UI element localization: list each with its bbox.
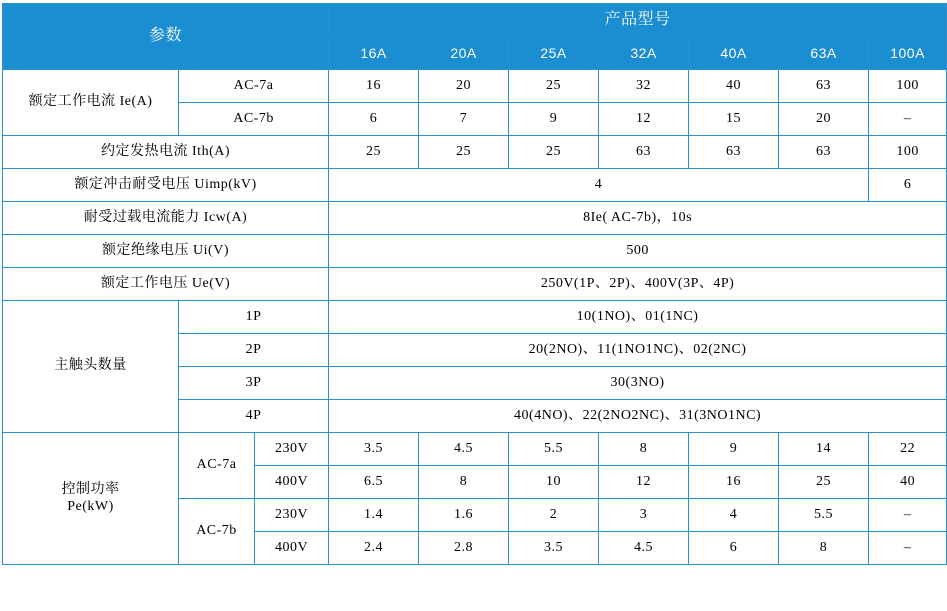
cell-value: 40 bbox=[869, 466, 947, 499]
cell-value: 12 bbox=[599, 103, 689, 136]
control-power-line1: 控制功率 bbox=[61, 482, 120, 498]
table-row bbox=[3, 268, 947, 301]
header-param-label: 参数 bbox=[3, 4, 329, 70]
cell-value: 25 bbox=[329, 136, 419, 169]
table-row bbox=[3, 301, 947, 334]
power-type-ac7b: AC-7b bbox=[179, 499, 255, 565]
cell-value: 4.5 bbox=[419, 433, 509, 466]
row-label-working-voltage: 额定工作电压 Ue(V) bbox=[3, 268, 329, 301]
header-model-label: 产品型号 bbox=[329, 4, 947, 37]
cell-value: 8 bbox=[779, 532, 869, 565]
cell-value: 20(2NO)、11(1NO1NC)、02(2NC) bbox=[329, 334, 947, 367]
header-model-100a: 100A bbox=[869, 37, 947, 70]
power-voltage-230v: 230V bbox=[255, 499, 329, 532]
cell-value: 3.5 bbox=[509, 532, 599, 565]
specification-table bbox=[2, 3, 947, 565]
row-label-overload-capacity: 耐受过载电流能力 Icw(A) bbox=[3, 202, 329, 235]
header-model-16a: 16A bbox=[329, 37, 419, 70]
cell-value: 100 bbox=[869, 136, 947, 169]
cell-value: 6 bbox=[329, 103, 419, 136]
cell-value: 100 bbox=[869, 70, 947, 103]
cell-value: 6 bbox=[689, 532, 779, 565]
cell-value: 32 bbox=[599, 70, 689, 103]
cell-value: 10(1NO)、01(1NC) bbox=[329, 301, 947, 334]
contacts-poles-2p: 2P bbox=[179, 334, 329, 367]
cell-value: 14 bbox=[779, 433, 869, 466]
cell-value: 63 bbox=[689, 136, 779, 169]
contacts-poles-3p: 3P bbox=[179, 367, 329, 400]
cell-value: 4 bbox=[329, 169, 869, 202]
table-row bbox=[3, 136, 947, 169]
cell-value: 7 bbox=[419, 103, 509, 136]
cell-value: 15 bbox=[689, 103, 779, 136]
table-row bbox=[3, 433, 947, 466]
row-sub-ac7b: AC-7b bbox=[179, 103, 329, 136]
row-label-control-power bbox=[3, 433, 179, 565]
cell-value: 20 bbox=[419, 70, 509, 103]
cell-value: 1.6 bbox=[419, 499, 509, 532]
header-model-32a: 32A bbox=[599, 37, 689, 70]
cell-value: 25 bbox=[419, 136, 509, 169]
header-model-63a: 63A bbox=[779, 37, 869, 70]
cell-value: 16 bbox=[329, 70, 419, 103]
cell-value: 8 bbox=[419, 466, 509, 499]
cell-value: 8 bbox=[599, 433, 689, 466]
cell-value: 16 bbox=[689, 466, 779, 499]
cell-value: 40 bbox=[689, 70, 779, 103]
row-label-main-contacts: 主触头数量 bbox=[3, 301, 179, 433]
cell-value: 1.4 bbox=[329, 499, 419, 532]
cell-value: – bbox=[869, 532, 947, 565]
cell-value: 250V(1P、2P)、400V(3P、4P) bbox=[329, 268, 947, 301]
cell-value: 9 bbox=[689, 433, 779, 466]
cell-value: 63 bbox=[599, 136, 689, 169]
cell-value: 6 bbox=[869, 169, 947, 202]
cell-value: – bbox=[869, 499, 947, 532]
cell-value: 9 bbox=[509, 103, 599, 136]
cell-value: 63 bbox=[779, 70, 869, 103]
cell-value: 8Ie( AC-7b)，10s bbox=[329, 202, 947, 235]
cell-value: 2.8 bbox=[419, 532, 509, 565]
cell-value: 63 bbox=[779, 136, 869, 169]
cell-value: 3.5 bbox=[329, 433, 419, 466]
cell-value: 25 bbox=[509, 136, 599, 169]
cell-value: 2 bbox=[509, 499, 599, 532]
cell-value: 20 bbox=[779, 103, 869, 136]
cell-value: 2.4 bbox=[329, 532, 419, 565]
control-power-line2: Pe(kW) bbox=[67, 498, 114, 514]
cell-value: 4 bbox=[689, 499, 779, 532]
header-model-40a: 40A bbox=[689, 37, 779, 70]
table-row bbox=[3, 235, 947, 268]
row-label-rated-current: 额定工作电流 Ie(A) bbox=[3, 70, 179, 136]
power-voltage-230v: 230V bbox=[255, 433, 329, 466]
cell-value: 5.5 bbox=[779, 499, 869, 532]
power-voltage-400v: 400V bbox=[255, 532, 329, 565]
header-model-25a: 25A bbox=[509, 37, 599, 70]
table-header-row bbox=[3, 4, 947, 37]
row-label-insulation-voltage: 额定绝缘电压 Ui(V) bbox=[3, 235, 329, 268]
cell-value: 4.5 bbox=[599, 532, 689, 565]
cell-value: 10 bbox=[509, 466, 599, 499]
row-label-thermal-current: 约定发热电流 Ith(A) bbox=[3, 136, 329, 169]
cell-value: 22 bbox=[869, 433, 947, 466]
contacts-poles-1p: 1P bbox=[179, 301, 329, 334]
power-type-ac7a: AC-7a bbox=[179, 433, 255, 499]
cell-value: 40(4NO)、22(2NO2NC)、31(3NO1NC) bbox=[329, 400, 947, 433]
header-model-20a: 20A bbox=[419, 37, 509, 70]
cell-value: 25 bbox=[779, 466, 869, 499]
cell-value: 25 bbox=[509, 70, 599, 103]
cell-value: 5.5 bbox=[509, 433, 599, 466]
cell-value: 3 bbox=[599, 499, 689, 532]
row-label-impulse-voltage: 额定冲击耐受电压 Uimp(kV) bbox=[3, 169, 329, 202]
power-voltage-400v: 400V bbox=[255, 466, 329, 499]
contacts-poles-4p: 4P bbox=[179, 400, 329, 433]
cell-value: 30(3NO) bbox=[329, 367, 947, 400]
cell-value: 12 bbox=[599, 466, 689, 499]
table-row bbox=[3, 70, 947, 103]
table-row bbox=[3, 202, 947, 235]
table-row bbox=[3, 169, 947, 202]
cell-value: 500 bbox=[329, 235, 947, 268]
cell-value: 6.5 bbox=[329, 466, 419, 499]
cell-value: – bbox=[869, 103, 947, 136]
row-sub-ac7a: AC-7a bbox=[179, 70, 329, 103]
